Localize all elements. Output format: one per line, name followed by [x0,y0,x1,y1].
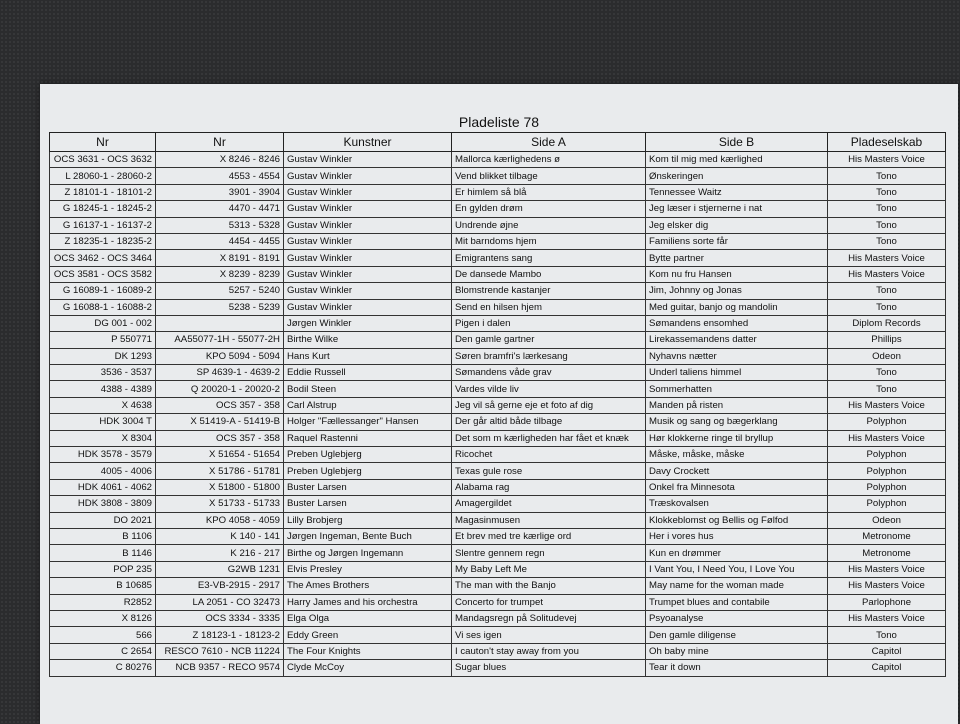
table-row [50,201,946,217]
side-b-cell: Kom nu fru Hansen [646,266,828,282]
kunstner-cell: Bodil Steen [284,381,452,397]
nr2-cell: X 8246 - 8246 [156,152,284,168]
nr2-cell: RESCO 7610 - NCB 11224 [156,643,284,659]
nr2-cell: OCS 3334 - 3335 [156,610,284,626]
side-b-cell: Psyoanalyse [646,610,828,626]
side-a-cell: Pigen i dalen [452,315,646,331]
table-row [50,250,946,266]
nr-cell: 3536 - 3537 [50,365,156,381]
side-a-cell: Emigrantens sang [452,250,646,266]
table-row [50,315,946,331]
side-b-cell: Måske, måske, måske [646,447,828,463]
table-row [50,528,946,544]
side-b-cell: Trumpet blues and contabile [646,594,828,610]
pladeselskab-cell: His Masters Voice [828,250,946,266]
side-a-cell: Send en hilsen hjem [452,299,646,315]
side-a-cell: Undrende øjne [452,217,646,233]
side-a-cell: Vend blikket tilbage [452,168,646,184]
nr-cell: 4005 - 4006 [50,463,156,479]
side-b-cell: Kom til mig med kærlighed [646,152,828,168]
side-b-cell: Nyhavns nætter [646,348,828,364]
side-a-cell: The man with the Banjo [452,578,646,594]
nr2-cell: E3-VB-2915 - 2917 [156,578,284,594]
nr-cell: POP 235 [50,561,156,577]
kunstner-cell: Eddy Green [284,627,452,643]
side-b-cell: Klokkeblomst og Bellis og Følfod [646,512,828,528]
side-a-cell: Texas gule rose [452,463,646,479]
nr-cell: R2852 [50,594,156,610]
kunstner-cell: Clyde McCoy [284,660,452,676]
nr2-cell: X 8239 - 8239 [156,266,284,282]
pladeselskab-cell: Metronome [828,545,946,561]
nr2-cell: K 140 - 141 [156,528,284,544]
side-a-cell: My Baby Left Me [452,561,646,577]
pladeselskab-cell: Tono [828,365,946,381]
side-a-cell: Den gamle gartner [452,332,646,348]
pladeselskab-cell: Odeon [828,348,946,364]
nr-cell: C 80276 [50,660,156,676]
nr-cell: HDK 3004 T [50,414,156,430]
nr-cell: G 16137-1 - 16137-2 [50,217,156,233]
nr-cell: OCS 3581 - OCS 3582 [50,266,156,282]
kunstner-cell: Gustav Winkler [284,250,452,266]
nr-cell: C 2654 [50,643,156,659]
header-nr-2: Nr [156,133,284,152]
nr-cell: DO 2021 [50,512,156,528]
table-row [50,561,946,577]
side-a-cell: Der går altid både tilbage [452,414,646,430]
kunstner-cell: Raquel Rastenni [284,430,452,446]
pladeselskab-cell: Tono [828,381,946,397]
pladeselskab-cell: His Masters Voice [828,152,946,168]
kunstner-cell: Gustav Winkler [284,152,452,168]
side-a-cell: Ricochet [452,447,646,463]
side-b-cell: Davy Crockett [646,463,828,479]
side-b-cell: Den gamle diligense [646,627,828,643]
kunstner-cell: Gustav Winkler [284,217,452,233]
header-pladeselskab: Pladeselskab [828,133,946,152]
nr-cell: Z 18101-1 - 18101-2 [50,184,156,200]
table-row [50,496,946,512]
side-b-cell: Manden på risten [646,397,828,413]
kunstner-cell: Holger "Fællessanger" Hansen [284,414,452,430]
kunstner-cell: Eddie Russell [284,365,452,381]
pladeselskab-cell: Polyphon [828,414,946,430]
side-a-cell: Magasinmusen [452,512,646,528]
side-b-cell: Her i vores hus [646,528,828,544]
side-a-cell: Mandagsregn på Solitudevej [452,610,646,626]
kunstner-cell: The Four Knights [284,643,452,659]
nr2-cell: KPO 4058 - 4059 [156,512,284,528]
nr2-cell: X 51654 - 51654 [156,447,284,463]
table-row [50,365,946,381]
kunstner-cell: Buster Larsen [284,496,452,512]
nr-cell: L 28060-1 - 28060-2 [50,168,156,184]
side-b-cell: Jeg elsker dig [646,217,828,233]
table-row [50,660,946,676]
table-row [50,332,946,348]
nr-cell: G 16088-1 - 16088-2 [50,299,156,315]
nr2-cell: AA55077-1H - 55077-2H [156,332,284,348]
side-b-cell: Oh baby mine [646,643,828,659]
header-side-b: Side B [646,133,828,152]
kunstner-cell: Preben Uglebjerg [284,463,452,479]
nr-cell: OCS 3631 - OCS 3632 [50,152,156,168]
nr2-cell: X 8191 - 8191 [156,250,284,266]
kunstner-cell: Elvis Presley [284,561,452,577]
header-side-a: Side A [452,133,646,152]
pladeselskab-cell: Polyphon [828,463,946,479]
side-b-cell: Sømandens ensomhed [646,315,828,331]
side-a-cell: I cauton't stay away from you [452,643,646,659]
kunstner-cell: Gustav Winkler [284,184,452,200]
nr-cell: B 1146 [50,545,156,561]
nr2-cell: SP 4639-1 - 4639-2 [156,365,284,381]
pladeselskab-cell: His Masters Voice [828,610,946,626]
side-a-cell: Vardes vilde liv [452,381,646,397]
nr-cell: G 16089-1 - 16089-2 [50,283,156,299]
side-b-cell: Tear it down [646,660,828,676]
pladeselskab-cell: Capitol [828,660,946,676]
nr2-cell: X 51800 - 51800 [156,479,284,495]
nr2-cell: K 216 - 217 [156,545,284,561]
pladeselskab-cell: Capitol [828,643,946,659]
nr-cell: 4388 - 4389 [50,381,156,397]
nr-cell: B 1106 [50,528,156,544]
pladeselskab-cell: Polyphon [828,447,946,463]
side-b-cell: Onkel fra Minnesota [646,479,828,495]
table-row [50,233,946,249]
table-row [50,594,946,610]
nr2-cell: 5238 - 5239 [156,299,284,315]
nr-cell: X 8126 [50,610,156,626]
nr-cell: DG 001 - 002 [50,315,156,331]
nr-cell: HDK 3808 - 3809 [50,496,156,512]
pladeselskab-cell: Tono [828,299,946,315]
table-header-row [50,133,946,152]
kunstner-cell: Carl Alstrup [284,397,452,413]
kunstner-cell: Harry James and his orchestra [284,594,452,610]
pladeselskab-cell: Odeon [828,512,946,528]
side-b-cell: Tennessee Waitz [646,184,828,200]
kunstner-cell: Hans Kurt [284,348,452,364]
table-row [50,152,946,168]
table-row [50,348,946,364]
kunstner-cell: The Ames Brothers [284,578,452,594]
pladeselskab-cell: His Masters Voice [828,266,946,282]
nr2-cell: 3901 - 3904 [156,184,284,200]
table-row [50,479,946,495]
kunstner-cell: Birthe Wilke [284,332,452,348]
side-a-cell: Sugar blues [452,660,646,676]
table-row [50,381,946,397]
table-row [50,512,946,528]
record-list-sheet [40,84,958,724]
side-a-cell: Sømandens våde grav [452,365,646,381]
nr-cell: Z 18235-1 - 18235-2 [50,233,156,249]
kunstner-cell: Gustav Winkler [284,201,452,217]
kunstner-cell: Birthe og Jørgen Ingemann [284,545,452,561]
side-b-cell: Træskovalsen [646,496,828,512]
side-b-cell: Musik og sang og bægerklang [646,414,828,430]
side-a-cell: Amagergildet [452,496,646,512]
pladeselskab-cell: Metronome [828,528,946,544]
table-row [50,545,946,561]
pladeselskab-cell: His Masters Voice [828,430,946,446]
side-a-cell: En gylden drøm [452,201,646,217]
side-b-cell: Jim, Johnny og Jonas [646,283,828,299]
side-a-cell: Slentre gennem regn [452,545,646,561]
side-a-cell: Blomstrende kastanjer [452,283,646,299]
table-row [50,643,946,659]
kunstner-cell: Buster Larsen [284,479,452,495]
pladeselskab-cell: Tono [828,283,946,299]
nr-cell: OCS 3462 - OCS 3464 [50,250,156,266]
kunstner-cell: Gustav Winkler [284,283,452,299]
pladeselskab-cell: Polyphon [828,496,946,512]
kunstner-cell: Gustav Winkler [284,168,452,184]
side-b-cell: Bytte partner [646,250,828,266]
kunstner-cell: Gustav Winkler [284,233,452,249]
table-row [50,414,946,430]
side-b-cell: May name for the woman made [646,578,828,594]
nr2-cell: Z 18123-1 - 18123-2 [156,627,284,643]
table-row [50,184,946,200]
pladeselskab-cell: Tono [828,168,946,184]
pladeselskab-cell: Tono [828,627,946,643]
side-b-cell: Familiens sorte får [646,233,828,249]
table-row [50,217,946,233]
table-row [50,397,946,413]
side-b-cell: Sommerhatten [646,381,828,397]
page-title: Pladeliste 78 [458,114,540,130]
kunstner-cell: Lilly Brobjerg [284,512,452,528]
pladeselskab-cell: Phillips [828,332,946,348]
pladeselskab-cell: Polyphon [828,479,946,495]
side-b-cell: Underl taliens himmel [646,365,828,381]
side-b-cell: Jeg læser i stjernerne i nat [646,201,828,217]
side-b-cell: Med guitar, banjo og mandolin [646,299,828,315]
kunstner-cell: Gustav Winkler [284,299,452,315]
record-table [49,132,946,677]
nr2-cell: 4553 - 4554 [156,168,284,184]
side-b-cell: Lirekassemandens datter [646,332,828,348]
pladeselskab-cell: His Masters Voice [828,561,946,577]
nr-cell: B 10685 [50,578,156,594]
nr2-cell: NCB 9357 - RECO 9574 [156,660,284,676]
nr2-cell: G2WB 1231 [156,561,284,577]
pladeselskab-cell: Diplom Records [828,315,946,331]
nr2-cell: 4454 - 4455 [156,233,284,249]
table-row [50,610,946,626]
side-a-cell: Er himlem så blå [452,184,646,200]
table-row [50,627,946,643]
side-a-cell: Vi ses igen [452,627,646,643]
nr2-cell: Q 20020-1 - 20020-2 [156,381,284,397]
table-row [50,463,946,479]
pladeselskab-cell: Tono [828,184,946,200]
side-a-cell: Jeg vil så gerne eje et foto af dig [452,397,646,413]
side-a-cell: Det som m kærligheden har fået et knæk [452,430,646,446]
side-a-cell: Mallorca kærlighedens ø [452,152,646,168]
side-a-cell: Et brev med tre kærlige ord [452,528,646,544]
nr-cell: DK 1293 [50,348,156,364]
nr-cell: X 8304 [50,430,156,446]
pladeselskab-cell: His Masters Voice [828,397,946,413]
pladeselskab-cell: Tono [828,233,946,249]
side-a-cell: Søren bramfri's lærkesang [452,348,646,364]
nr-cell: HDK 3578 - 3579 [50,447,156,463]
nr-cell: HDK 4061 - 4062 [50,479,156,495]
kunstner-cell: Jørgen Ingeman, Bente Buch [284,528,452,544]
header-nr: Nr [50,133,156,152]
nr2-cell: OCS 357 - 358 [156,397,284,413]
side-a-cell: Mit barndoms hjem [452,233,646,249]
nr-cell: X 4638 [50,397,156,413]
table-row [50,430,946,446]
kunstner-cell: Preben Uglebjerg [284,447,452,463]
table-row [50,299,946,315]
nr-cell: P 550771 [50,332,156,348]
table-row [50,447,946,463]
nr2-cell: LA 2051 - CO 32473 [156,594,284,610]
nr2-cell: X 51786 - 51781 [156,463,284,479]
side-a-cell: Concerto for trumpet [452,594,646,610]
table-row [50,266,946,282]
side-b-cell: Ønskeringen [646,168,828,184]
pladeselskab-cell: His Masters Voice [828,578,946,594]
pladeselskab-cell: Tono [828,201,946,217]
pladeselskab-cell: Parlophone [828,594,946,610]
table-row [50,168,946,184]
nr-cell: G 18245-1 - 18245-2 [50,201,156,217]
nr2-cell [156,315,284,331]
nr2-cell: 4470 - 4471 [156,201,284,217]
kunstner-cell: Gustav Winkler [284,266,452,282]
nr2-cell: 5313 - 5328 [156,217,284,233]
nr2-cell: KPO 5094 - 5094 [156,348,284,364]
side-a-cell: De dansede Mambo [452,266,646,282]
nr2-cell: OCS 357 - 358 [156,430,284,446]
nr2-cell: X 51733 - 51733 [156,496,284,512]
nr-cell: 566 [50,627,156,643]
pladeselskab-cell: Tono [828,217,946,233]
side-b-cell: I Vant You, I Need You, I Love You [646,561,828,577]
table-row [50,283,946,299]
nr2-cell: 5257 - 5240 [156,283,284,299]
table-row [50,578,946,594]
nr2-cell: X 51419-A - 51419-B [156,414,284,430]
side-a-cell: Alabama rag [452,479,646,495]
kunstner-cell: Elga Olga [284,610,452,626]
side-b-cell: Kun en drømmer [646,545,828,561]
header-kunstner: Kunstner [284,133,452,152]
side-b-cell: Hør klokkerne ringe til bryllup [646,430,828,446]
kunstner-cell: Jørgen Winkler [284,315,452,331]
table-body [50,152,946,677]
